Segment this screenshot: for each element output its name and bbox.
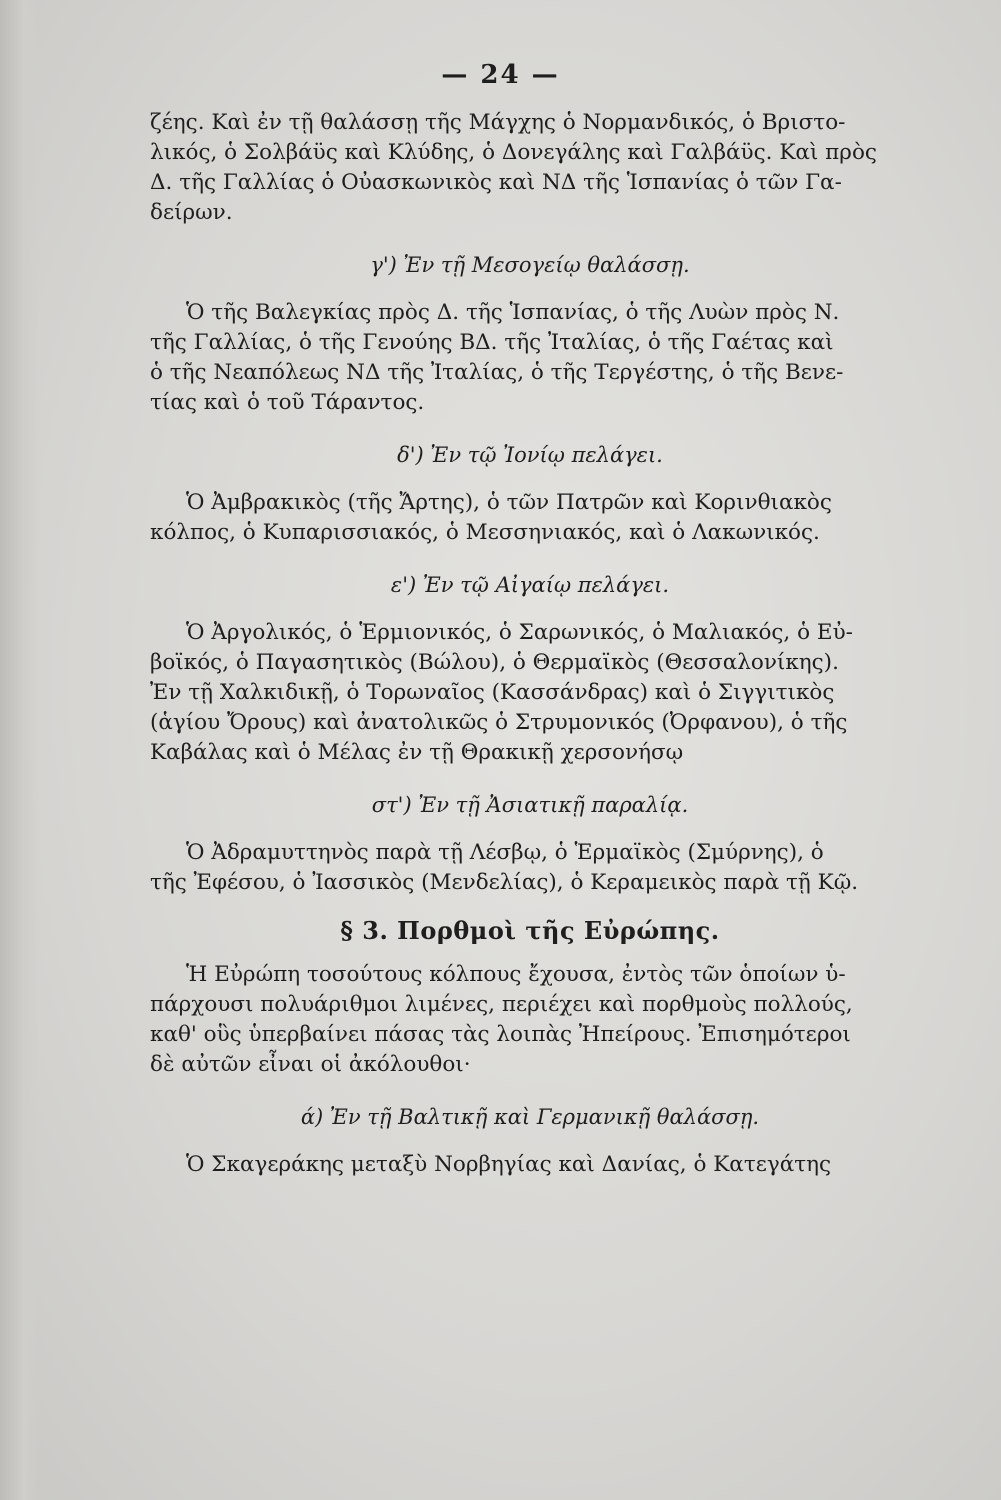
text-line: Ὁ Ἀργολικός, ὁ Ἑρμιονικός, ὁ Σαρωνικός, ὁ Μαλιακός, ὁ Εὐ- [186, 620, 853, 645]
text-line: Ὁ Ἀμβρακικὸς (τῆς Ἄρτης), ὁ τῶν Πατρῶν καὶ Κορινθιακὸς [186, 490, 832, 515]
text-line: πάρχουσι πολυάριθμοι λιμένες, περιέχει καὶ πορθμοὺς πολλούς, [150, 992, 853, 1017]
paragraph [150, 1150, 910, 1180]
paragraph [150, 618, 910, 768]
text-line: Ὁ τῆς Βαλεγκίας πρὸς Δ. τῆς Ἱσπανίας, ὁ τῆς Λυὼν πρὸς Ν. [186, 300, 840, 325]
text-line: καθ' οὓς ὑπερβαίνει πάσας τὰς λοιπὰς Ἠπείρους. Ἐπισημότεροι [150, 1022, 851, 1047]
subsection-heading: δ') Ἐν τῷ Ἰονίῳ πελάγει. [397, 443, 663, 467]
paragraph [150, 960, 910, 1080]
text-line: Ἐν τῇ Χαλκιδικῇ, ὁ Τορωναῖος (Κασσάνδρας) καὶ ὁ Σιγγιτικὸς [150, 680, 835, 705]
page-body [150, 108, 910, 1180]
subsection-heading: ε') Ἐν τῷ Αἰγαίῳ πελάγει. [390, 573, 670, 597]
paragraph [150, 108, 910, 228]
page-number: — 24 — [441, 60, 560, 90]
page-binding-shadow [0, 0, 40, 1500]
text-line: λικός, ὁ Σολβάϋς καὶ Κλύδης, ὁ Δονεγάλης καὶ Γαλβάϋς. Καὶ πρὸς [150, 140, 877, 165]
text-line: βοϊκός, ὁ Παγασητικὸς (Βώλου), ὁ Θερμαϊκὸς (Θεσσαλονίκης). [150, 650, 839, 675]
text-line: τῆς Ἐφέσου, ὁ Ἰασσικὸς (Μενδελίας), ὁ Κεραμεικὸς παρὰ τῇ Κῷ. [150, 870, 859, 895]
paragraph [150, 838, 910, 898]
text-line: Ὁ Σκαγεράκης μεταξὺ Νορβηγίας καὶ Δανίας, ὁ Κατεγάτης [186, 1152, 832, 1177]
subsection-heading: ά) Ἐν τῇ Βαλτικῇ καὶ Γερμανικῇ θαλάσσῃ. [300, 1105, 760, 1129]
subsection-heading: γ') Ἐν τῇ Μεσογείῳ θαλάσσῃ. [370, 253, 690, 277]
text-line: τῆς Γαλλίας, ὁ τῆς Γενούης ΒΔ. τῆς Ἰταλίας, ὁ τῆς Γαέτας καὶ [150, 330, 834, 355]
paragraph [150, 298, 910, 418]
section-heading: § 3. Πορθμοὶ τῆς Εὐρώπης. [340, 916, 720, 945]
text-line: κόλπος, ὁ Κυπαρισσιακός, ὁ Μεσσηνιακός, καὶ ὁ Λακωνικός. [150, 520, 820, 545]
text-line: δείρων. [150, 200, 233, 225]
paragraph [150, 488, 910, 548]
text-line: Ὁ Ἀδραμυττηνὸς παρὰ τῇ Λέσβῳ, ὁ Ἑρμαϊκὸς (Σμύρνης), ὁ [186, 840, 824, 865]
text-line: Καβάλας καὶ ὁ Μέλας ἐν τῇ Θρακικῇ χερσονήσῳ [150, 740, 684, 765]
text-line: (ἁγίου Ὄρους) καὶ ἀνατολικῶς ὁ Στρυμονικός (Ὀρφανου), ὁ τῆς [150, 710, 848, 735]
text-line: Δ. τῆς Γαλλίας ὁ Οὐασκωνικὸς καὶ ΝΔ τῆς Ἱσπανίας ὁ τῶν Γα- [150, 170, 842, 195]
subsection-heading: στ') Ἐν τῇ Ἀσιατικῇ παραλίᾳ. [371, 793, 689, 817]
text-line: ὁ τῆς Νεαπόλεως ΝΔ τῆς Ἰταλίας, ὁ τῆς Τεργέστης, ὁ τῆς Βενε- [150, 360, 844, 385]
text-line: ζέης. Καὶ ἐν τῇ θαλάσσῃ τῆς Μάγχης ὁ Νορμανδικός, ὁ Βριστο- [150, 110, 846, 135]
text-line: τίας καὶ ὁ τοῦ Τάραντος. [150, 390, 425, 415]
text-line: Ἡ Εὐρώπη τοσούτους κόλπους ἔχουσα, ἐντὸς τῶν ὁποίων ὑ- [186, 962, 846, 987]
text-line: δὲ αὐτῶν εἶναι οἱ ἀκόλουθοι· [150, 1052, 471, 1077]
